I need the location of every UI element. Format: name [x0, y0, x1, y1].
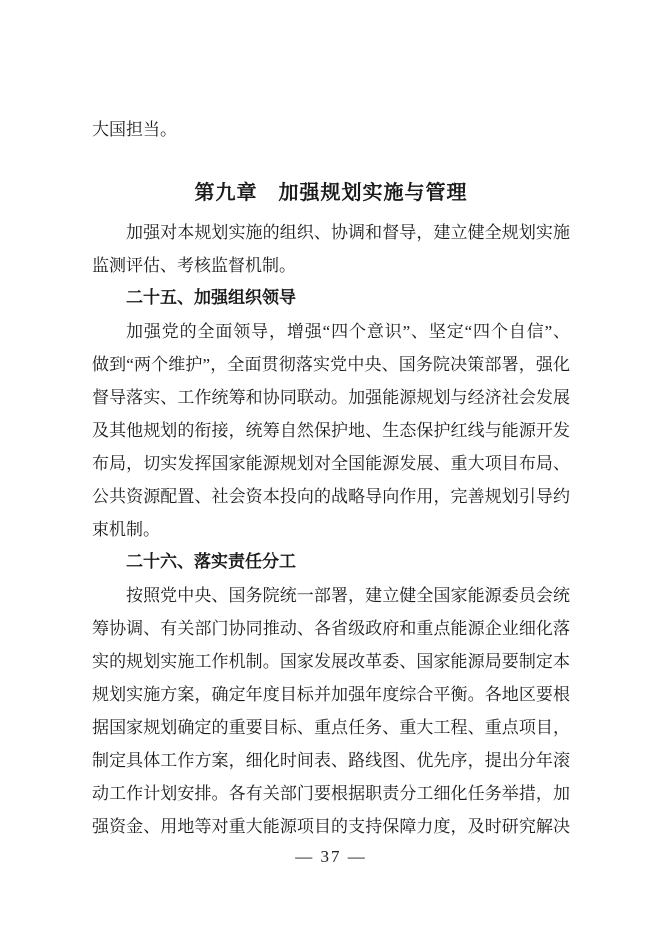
paragraph-line: 按照党中央、国务院统一部署，建立健全国家能源委员会统	[126, 586, 570, 605]
paragraph-line: 做到“两个维护”，全面贯彻落实党中央、国务院决策部署，强化	[92, 355, 570, 374]
paragraph-line: 加强对本规划实施的组织、协调和督导，建立健全规划实施	[126, 223, 570, 242]
paragraph-line: 强资金、用地等对重大能源项目的支持保障力度，及时研究解决	[92, 817, 570, 836]
paragraph-line: 规划实施方案，确定年度目标并加强年度综合平衡。各地区要根	[92, 685, 570, 704]
section-26-paragraph	[92, 579, 570, 843]
chapter-heading: 第九章 加强规划实施与管理	[194, 182, 468, 204]
page-number: — 37 —	[295, 847, 367, 866]
paragraph-line: 据国家规划确定的重要目标、重点任务、重大工程、重点项目，	[92, 718, 570, 737]
paragraph-line: 加强党的全面领导，增强“四个意识”、坚定“四个自信”、	[126, 322, 570, 341]
paragraph-line: 动工作计划安排。各有关部门要根据职责分工细化任务举措，加	[92, 784, 570, 803]
section-heading-26: 二十六、落实责任分工	[126, 552, 296, 572]
section-heading-25: 二十五、加强组织领导	[126, 288, 296, 308]
paragraph-line: 布局，切实发挥国家能源规划对全国能源发展、重大项目布局、	[92, 454, 570, 473]
paragraph-line: 实的规划实施工作机制。国家发展改革委、国家能源局要制定本	[92, 652, 570, 671]
section-25-paragraph	[92, 315, 570, 546]
paragraph-line: 及其他规划的衔接，统筹自然保护地、生态保护红线与能源开发	[92, 421, 570, 440]
intro-paragraph	[92, 216, 570, 282]
paragraph-line: 筹协调、有关部门协同推动、各省级政府和重点能源企业细化落	[92, 619, 570, 638]
paragraph-line: 公共资源配置、社会资本投向的战略导向作用，完善规划引导约	[92, 487, 570, 506]
paragraph-line: 监测评估、考核监督机制。	[92, 256, 296, 275]
paragraph-line: 束机制。	[92, 520, 160, 539]
paragraph-line: 督导落实、工作统筹和协同联动。加强能源规划与经济社会发展	[92, 388, 570, 407]
paragraph-line: 大国担当。	[92, 120, 177, 139]
paragraph-line: 制定具体工作方案，细化时间表、路线图、优先序，提出分年滚	[92, 751, 570, 770]
